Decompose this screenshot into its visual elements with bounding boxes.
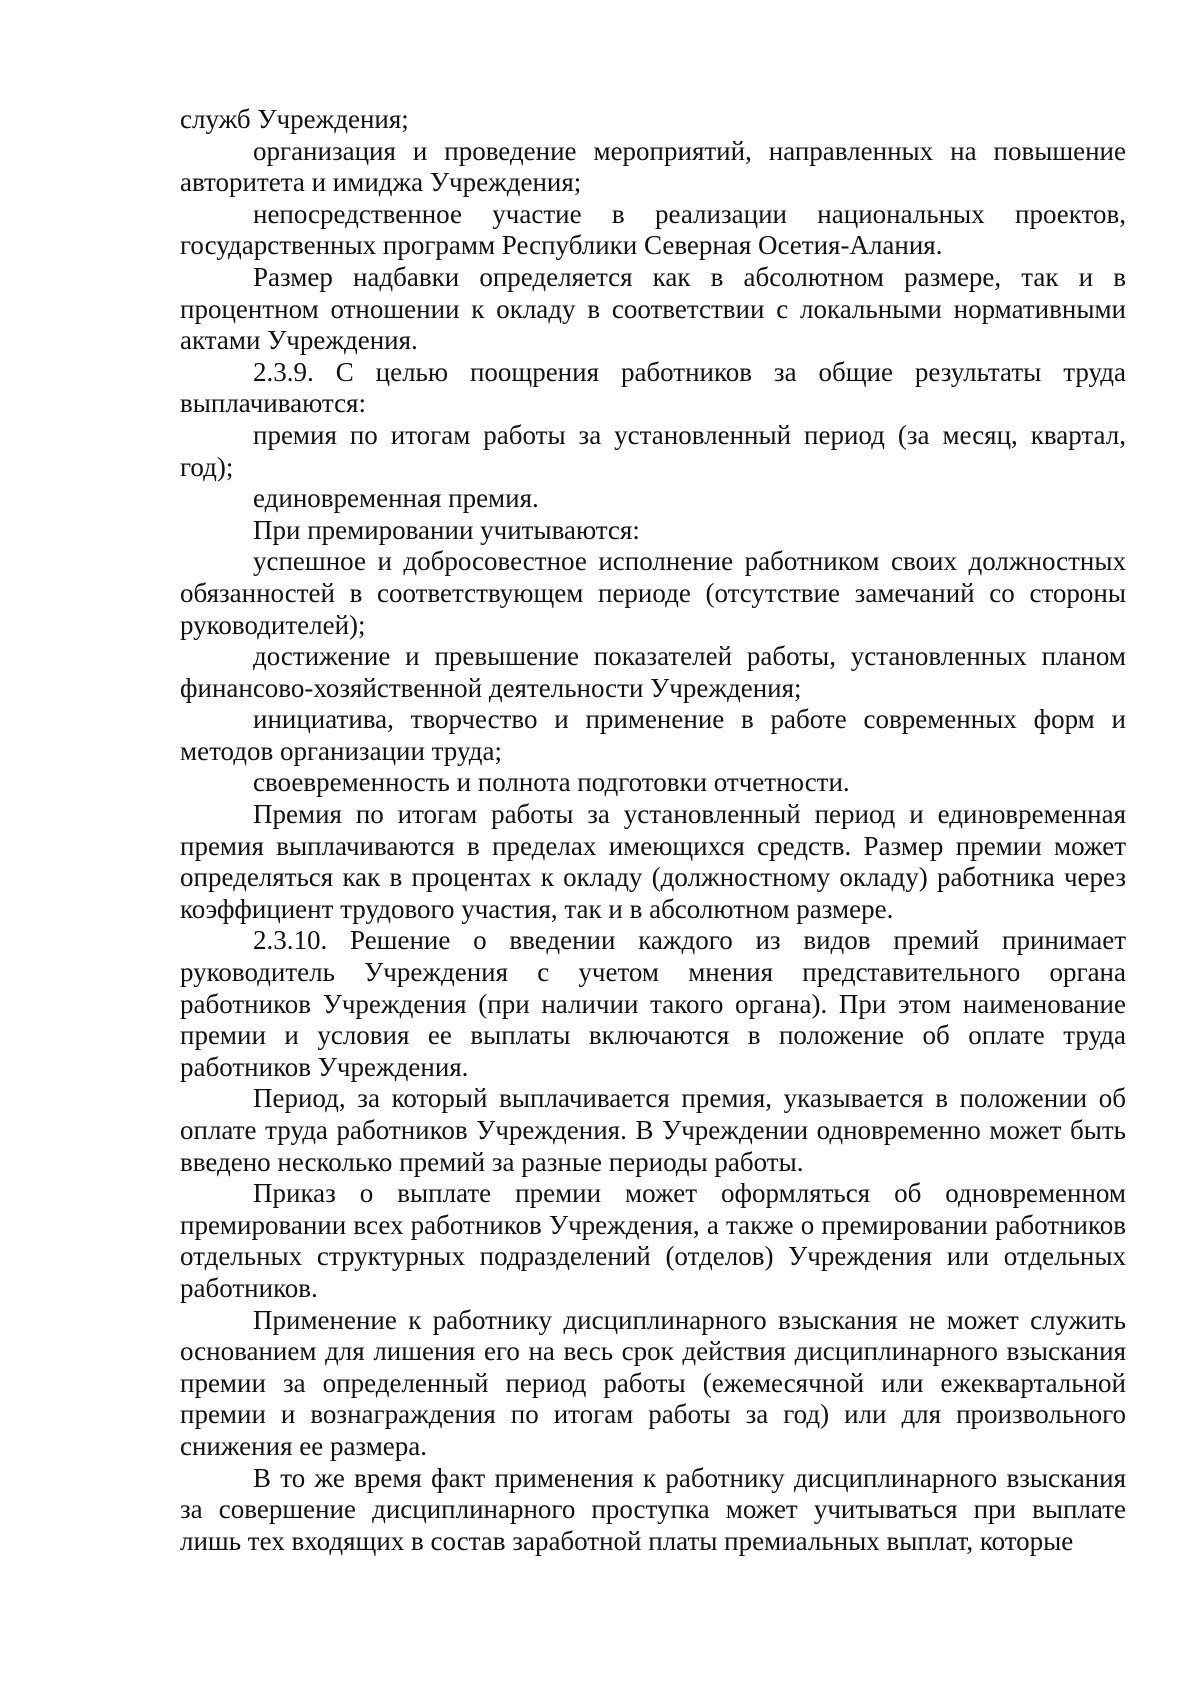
- paragraph-bonus-funds: Премия по итогам работы за установленный период и единовременная премия выплачиваются в пределах имеющихся средств. Размер премии может определяться как в процентах к окладу (должностному окладу) работника через коэффициент трудового участия, так и в абсолютном размере.: [180, 799, 1126, 924]
- paragraph-criterion-reporting: своевременность и полнота подготовки отчетности.: [253, 767, 850, 798]
- paragraph-criterion-initiative: инициатива, творчество и применение в работе современных форм и методов организации труда;: [180, 704, 1126, 766]
- paragraph-continuation: служб Учреждения;: [180, 104, 409, 134]
- paragraph-bonus-criteria-heading: При премировании учитываются:: [253, 514, 640, 545]
- paragraph-item-period-bonus: премия по итогам работы за установленный период (за месяц, квартал, год);: [180, 419, 1126, 482]
- paragraph-section-2-3-10: 2.3.10. Решение о введении каждого из видов премий принимает руководитель Учреждения с учетом мнения представительного органа работников Учреждения (при наличии такого органа). При этом наименование премии и условия ее выплаты включаются в положение об оплате труда работников Учреждения.: [180, 925, 1126, 1082]
- paragraph-bonus-period: Период, за который выплачивается премия, указывается в положении об оплате труда работников Учреждения. В Учреждении одновременно может быть введено несколько премий за разные периоды работы.: [180, 1083, 1126, 1177]
- paragraph-item-image: организация и проведение мероприятий, направленных на повышение авторитета и имиджа Учреждения;: [180, 135, 1126, 198]
- paragraph-section-2-3-9: 2.3.9. С целью поощрения работников за общие результаты труда выплачиваются:: [180, 356, 1126, 419]
- paragraph-criterion-duties: успешное и добросовестное исполнение работником своих должностных обязанностей в соответствующем периоде (отсутствие замечаний со стороны руководителей);: [180, 546, 1126, 640]
- paragraph-item-national-projects: непосредственное участие в реализации национальных проектов, государственных программ Республики Северная Осетия-Алания.: [180, 198, 1126, 261]
- paragraph-disciplinary-penalty: Применение к работнику дисциплинарного взыскания не может служить основанием для лишения его на весь срок действия дисциплинарного взыскания премии за определенный период работы (ежемесячной или ежеквартальной премии и вознаграждения по итогам работы за год) или для произвольного снижения ее размера.: [180, 1304, 1126, 1461]
- paragraph-bonus-size: Размер надбавки определяется как в абсолютном размере, так и в процентном отношении к окладу в соответствии с локальными нормативными актами Учреждения.: [180, 261, 1126, 356]
- document-page: [180, 104, 1126, 1557]
- paragraph-criterion-indicators: достижение и превышение показателей работы, установленных планом финансово-хозяйственной деятельности Учреждения;: [180, 641, 1126, 703]
- paragraph-disciplinary-fact: В то же время факт применения к работнику дисциплинарного взыскания за совершение дисциплинарного проступка может учитываться при выплате лишь тех входящих в состав заработной платы премиальных выплат, которые: [180, 1462, 1126, 1556]
- paragraph-item-one-time-bonus: единовременная премия.: [253, 483, 539, 514]
- paragraph-bonus-order: Приказ о выплате премии может оформляться об одновременном премировании всех работников Учреждения, а также о премировании работников отдельных структурных подразделений (отделов) Учреждения или отдельных работников.: [180, 1178, 1126, 1303]
